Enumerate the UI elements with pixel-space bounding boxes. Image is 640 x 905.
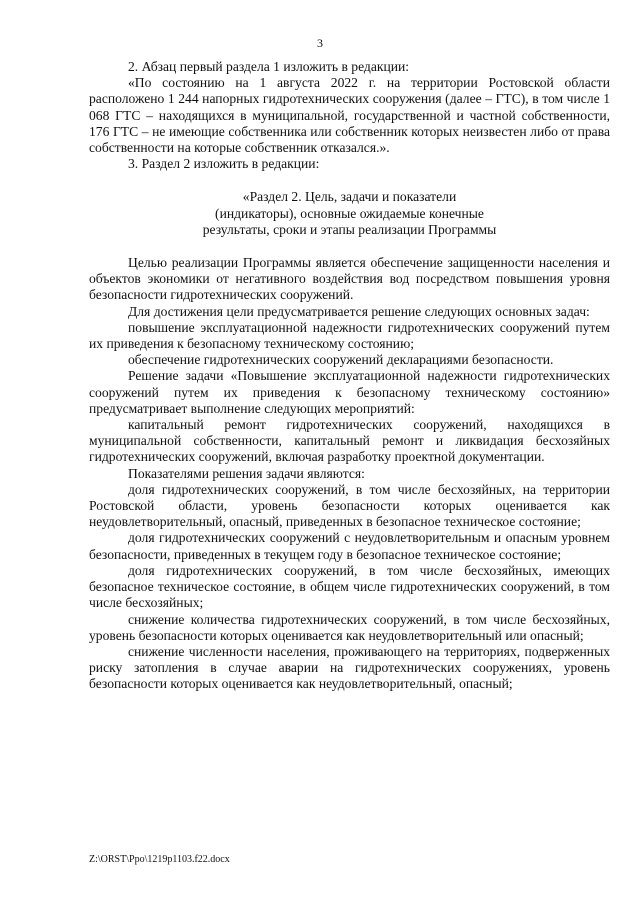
paragraph-tasks-intro: Для достижения цели предусматривается решение следующих основных задач:: [128, 303, 590, 319]
paragraph-indicator-5: снижение численности населения, проживающего на территориях, подверженных риску затопления в случае аварии на гидротехнических сооружениях, уровень безопасности которых оценивается как неудовлетворительный, опасный;: [89, 643, 610, 692]
paragraph-indicator-2: доля гидротехнических сооружений с неудовлетворительным и опасным уровнем безопасности, приведенных в текущем году в безопасное техническое состояние;: [89, 530, 610, 562]
section-heading-line-3: результаты, сроки и этапы реализации Программы: [202, 221, 497, 237]
paragraph-indicator-4: снижение количества гидротехнических сооружений, в том числе бесхозяйных, уровень безопасности которых оценивается как неудовлетворительный или опасный;: [89, 611, 610, 643]
section-heading-line-1: «Раздел 2. Цель, задачи и показатели: [242, 189, 457, 205]
paragraph-task-1: повышение эксплуатационной надежности гидротехнических сооружений путем их приведения к безопасному техническому состоянию;: [89, 319, 610, 352]
paragraph-indicators-intro: Показателями решения задачи являются:: [128, 465, 365, 481]
paragraph-indicator-1: доля гидротехнических сооружений, в том числе бесхозяйных, на территории Ростовской области, уровень безопасности которых оценивается как неудовлетворительный, опасный, приведенных в безопасное техническое состояние;: [89, 481, 610, 530]
paragraph-amendment-2: 3. Раздел 2 изложить в редакции:: [128, 156, 320, 172]
section-heading-line-2: (индикаторы), основные ожидаемые конечные: [215, 205, 484, 221]
paragraph-indicator-3: доля гидротехнических сооружений, в том числе бесхозяйных, имеющих безопасное техническое состояние, в общем числе гидротехнических сооружений, в том числе бесхозяйных;: [89, 562, 610, 611]
paragraph-task-solution: Решение задачи «Повышение эксплуатационной надежности гидротехнических сооружений путем их приведения к безопасному техническому состоянию» предусматривает выполнение следующих мероприятий:: [89, 368, 610, 416]
paragraph-measures: капитальный ремонт гидротехнических сооружений, находящихся в муниципальной собственности, капитальный ремонт и ликвидация бесхозяйных гидротехнических сооружений, включая разработку проектной документации.: [89, 417, 610, 465]
paragraph-gts-count: «По состоянию на 1 августа 2022 г. на территории Ростовской области расположено 1 244 напорных гидротехнических сооружения (далее – ГТС), в том числе 1 068 ГТС – находящихся в муниципальной, государственной и частной собственности, 176 ГТС – не имеющие собственника или собственник которых неизвестен либо от права собственности на которые собственник отказался.».: [89, 75, 610, 156]
document-body: [89, 59, 610, 693]
paragraph-amendment-1: 2. Абзац первый раздела 1 изложить в редакции:: [128, 59, 410, 74]
page-number: 3: [317, 36, 323, 50]
paragraph-goal: Целью реализации Программы является обеспечение защищенности населения и объектов экономики от негативного воздействия вод посредством повышения уровня безопасности гидротехнических сооружений.: [89, 255, 610, 303]
file-path-footer: Z:\ORST\Ppo\1219p1103.f22.docx: [89, 854, 230, 865]
paragraph-task-2: обеспечение гидротехнических сооружений декларациями безопасности.: [128, 352, 554, 368]
